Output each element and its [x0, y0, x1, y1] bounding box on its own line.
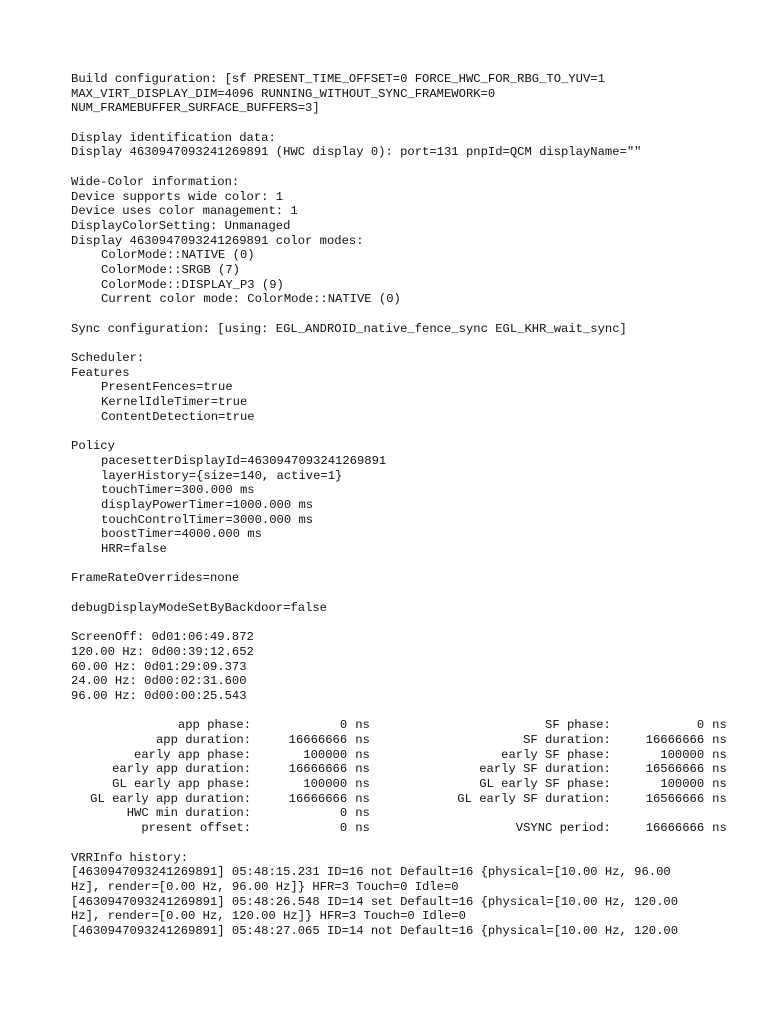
timing-value: 16666666: [288, 791, 348, 806]
frame-rate-overrides: FrameRateOverrides=none: [71, 571, 240, 586]
timing-unit: ns: [355, 732, 370, 747]
feature-item: KernelIdleTimer=true: [101, 395, 248, 410]
text-line: Display 4630947093241269891 (HWC display 0): port=131 pnpId=QCM displayName="": [71, 145, 642, 160]
history-line: [4630947093241269891] 05:48:15.231 ID=16 not Default=16 {physical=[10.00 Hz, 96.00: [71, 865, 671, 880]
timing-label: SF duration:: [523, 732, 611, 747]
timing-value: 0: [339, 718, 348, 733]
policy-item: HRR=false: [101, 542, 167, 556]
dumpsys-output: [71, 72, 751, 939]
duration-item: ScreenOff: 0d01:06:49.872: [71, 630, 254, 645]
text-line: Build configuration: [sf PRESENT_TIME_OFFSET=0 FORCE_HWC_FOR_RBG_TO_YUV=1: [71, 72, 605, 86]
timing-value: 16666666: [645, 821, 705, 836]
timing-unit: ns: [355, 718, 370, 733]
text-line: Device uses color management: 1: [71, 204, 298, 219]
section-heading: VRRInfo history:: [71, 850, 189, 865]
duration-item: 96.00 Hz: 0d00:00:25.543: [71, 688, 247, 703]
policy-heading: Policy: [71, 439, 115, 454]
wide-color-info: [71, 175, 751, 307]
timing-unit: ns: [712, 762, 727, 777]
text-line: Display 4630947093241269891 color modes:: [71, 233, 364, 248]
timing-unit: ns: [712, 821, 727, 836]
timing-label: app duration:: [155, 732, 252, 747]
timing-label: early app phase:: [134, 747, 252, 762]
text-line: Device supports wide color: 1: [71, 189, 284, 204]
spacer: [71, 116, 751, 131]
timing-label: early SF duration:: [479, 762, 611, 777]
display-identification: [71, 131, 751, 160]
debug-display-mode: debugDisplayModeSetByBackdoor=false: [71, 600, 327, 615]
policy-item: touchTimer=300.000 ms: [101, 483, 255, 498]
timing-value: 0: [339, 806, 348, 821]
text-line: MAX_VIRT_DISPLAY_DIM=4096 RUNNING_WITHOUT_SYNC_FRAMEWORK=0: [71, 86, 496, 101]
policy-item: layerHistory={size=140, active=1}: [101, 468, 343, 483]
timing-value: 100000: [303, 747, 348, 762]
build-configuration: [71, 72, 751, 116]
timing-unit: ns: [712, 791, 727, 806]
spacer: [71, 615, 751, 630]
table-row: [71, 748, 751, 763]
table-row: [71, 777, 751, 792]
scheduler: [71, 351, 751, 557]
timing-label: present offset:: [141, 821, 252, 836]
spacer: [71, 425, 751, 440]
timing-label: VSYNC period:: [515, 821, 611, 836]
spacer: [71, 704, 751, 719]
feature-item: PresentFences=true: [101, 380, 233, 395]
timing-value: 16566666: [645, 791, 705, 806]
spacer: [71, 307, 751, 322]
timing-label: GL early app duration:: [90, 791, 252, 806]
feature-item: ContentDetection=true: [101, 409, 255, 424]
timing-unit: ns: [355, 747, 370, 762]
policy-item: boostTimer=4000.000 ms: [101, 527, 262, 542]
policy-item: touchControlTimer=3000.000 ms: [101, 512, 314, 527]
color-mode-item: ColorMode::DISPLAY_P3 (9): [101, 277, 284, 292]
timing-value: 16566666: [645, 762, 705, 777]
text-line: DisplayColorSetting: Unmanaged: [71, 218, 291, 233]
history-line: Hz], render=[0.00 Hz, 96.00 Hz]} HFR=3 Touch=0 Idle=0: [71, 879, 459, 894]
timing-label: HWC min duration:: [126, 806, 252, 821]
timing-value: 16666666: [645, 732, 705, 747]
history-line: Hz], render=[0.00 Hz, 120.00 Hz]} HFR=3 Touch=0 Idle=0: [71, 909, 466, 924]
spacer: [71, 586, 751, 601]
timing-label: [394, 806, 611, 821]
timing-unit: ns: [712, 718, 727, 733]
timing-label: GL early app phase:: [112, 777, 252, 792]
duration-item: 120.00 Hz: 0d00:39:12.652: [71, 644, 254, 659]
table-row: [71, 821, 751, 836]
duration-item: 24.00 Hz: 0d00:02:31.600: [71, 674, 247, 689]
current-color-mode: Current color mode: ColorMode::NATIVE (0): [101, 292, 401, 307]
spacer: [71, 336, 751, 351]
timing-label: GL early SF duration:: [457, 791, 611, 806]
timing-unit: ns: [712, 747, 727, 762]
table-row: [71, 762, 751, 777]
timing-unit: ns: [355, 762, 370, 777]
timing-unit: [704, 806, 751, 821]
table-row: [71, 792, 751, 807]
policy-item: pacesetterDisplayId=4630947093241269891: [101, 453, 387, 468]
timing-unit: ns: [712, 777, 727, 792]
timing-label: early app duration:: [112, 762, 252, 777]
refresh-rate-durations: [71, 630, 751, 703]
duration-item: 60.00 Hz: 0d01:29:09.373: [71, 659, 247, 674]
history-line: [4630947093241269891] 05:48:26.548 ID=14 set Default=16 {physical=[10.00 Hz, 120.00: [71, 894, 679, 909]
timing-label: app phase:: [177, 718, 252, 733]
timing-value: 0: [696, 718, 705, 733]
spacer: [71, 160, 751, 175]
timing-unit: ns: [355, 806, 370, 821]
vsync-timing-table: [71, 718, 751, 836]
spacer: [71, 557, 751, 572]
timing-unit: ns: [355, 777, 370, 792]
timing-value: [611, 806, 704, 821]
color-mode-item: ColorMode::SRGB (7): [101, 262, 240, 277]
timing-value: 0: [339, 821, 348, 836]
timing-value: 100000: [303, 777, 348, 792]
section-heading: Scheduler:: [71, 351, 145, 366]
timing-label: SF phase:: [545, 718, 611, 733]
text-line: NUM_FRAMEBUFFER_SURFACE_BUFFERS=3]: [71, 101, 320, 116]
timing-unit: ns: [355, 791, 370, 806]
timing-value: 16666666: [288, 762, 348, 777]
section-heading: Display identification data:: [71, 130, 276, 145]
table-row: [71, 718, 751, 733]
table-row: [71, 733, 751, 748]
timing-value: 100000: [660, 747, 705, 762]
sync-configuration: Sync configuration: [using: EGL_ANDROID_native_fence_sync EGL_KHR_wait_sync]: [71, 321, 627, 336]
history-line: [4630947093241269891] 05:48:27.065 ID=14 not Default=16 {physical=[10.00 Hz, 120.00: [71, 924, 679, 938]
timing-label: GL early SF phase:: [479, 777, 611, 792]
timing-value: 100000: [660, 777, 705, 792]
timing-value: 16666666: [288, 732, 348, 747]
timing-label: early SF phase:: [501, 747, 611, 762]
policy-item: displayPowerTimer=1000.000 ms: [101, 497, 314, 512]
timing-unit: ns: [712, 732, 727, 747]
vrr-info-history: [71, 851, 751, 939]
color-mode-item: ColorMode::NATIVE (0): [101, 248, 255, 263]
section-heading: Wide-Color information:: [71, 174, 240, 189]
spacer: [71, 836, 751, 851]
timing-unit: ns: [355, 821, 370, 836]
table-row: [71, 806, 751, 821]
features-heading: Features: [71, 365, 130, 380]
